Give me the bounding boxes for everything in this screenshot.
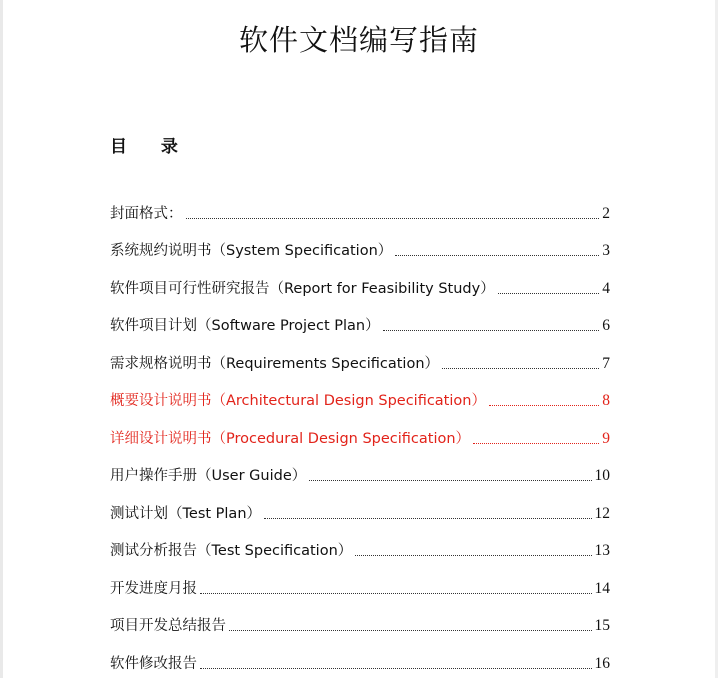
toc-entry-label: 项目开发总结报告	[110, 618, 226, 634]
toc-entry-page: 9	[602, 429, 610, 447]
toc-leader-dots	[383, 329, 600, 331]
toc-entry[interactable]	[110, 449, 610, 487]
toc-entry-label: 测试计划（Test Plan）	[110, 505, 262, 522]
table-of-contents	[110, 186, 610, 674]
toc-entry-label: 软件项目可行性研究报告（Report for Feasibility Study）	[110, 280, 495, 297]
toc-leader-dots	[442, 367, 599, 369]
toc-entry-label: 详细设计说明书（Procedural Design Specification）	[110, 430, 471, 447]
toc-entry-page: 12	[594, 504, 610, 522]
toc-entry-label: 开发进度月报	[110, 580, 197, 597]
toc-entry[interactable]	[110, 524, 610, 562]
toc-entry-label: 系统规约说明书（System Specification）	[110, 243, 393, 259]
toc-entry-label: 概要设计说明书（Architectural Design Specification）	[110, 393, 486, 409]
toc-entry[interactable]	[110, 186, 610, 224]
toc-entry-page: 15	[594, 617, 610, 634]
toc-entry-highlighted[interactable]	[110, 411, 610, 449]
toc-leader-dots	[355, 554, 591, 556]
page-left-edge	[0, 0, 3, 678]
toc-entry[interactable]	[110, 486, 610, 524]
toc-entry-label: 软件项目计划（Software Project Plan）	[110, 318, 380, 334]
toc-entry-label: 需求规格说明书（Requirements Specification）	[110, 355, 440, 372]
toc-entry-page: 2	[602, 204, 610, 222]
toc-entry-page: 3	[602, 242, 610, 259]
toc-leader-dots	[229, 629, 592, 631]
toc-entry[interactable]	[110, 336, 610, 374]
toc-entry[interactable]	[110, 261, 610, 299]
toc-entry-label: 封面格式：	[110, 205, 183, 222]
toc-leader-dots	[200, 667, 592, 669]
toc-heading: 目 录	[110, 137, 192, 157]
toc-leader-dots	[186, 217, 600, 219]
toc-entry-label: 软件修改报告	[110, 655, 197, 672]
toc-entry-page: 6	[602, 317, 610, 334]
toc-entry-page: 16	[594, 654, 610, 672]
toc-entry[interactable]	[110, 561, 610, 599]
toc-leader-dots	[395, 254, 599, 256]
toc-entry[interactable]	[110, 299, 610, 337]
toc-leader-dots	[200, 592, 592, 594]
toc-entry-page: 10	[594, 467, 610, 484]
toc-leader-dots	[264, 517, 591, 519]
toc-entry-highlighted[interactable]	[110, 374, 610, 412]
toc-leader-dots	[498, 292, 600, 294]
toc-entry-page: 14	[594, 579, 610, 597]
toc-leader-dots	[473, 442, 599, 444]
toc-entry[interactable]	[110, 636, 610, 674]
toc-leader-dots	[489, 404, 599, 406]
toc-entry-page: 8	[602, 392, 610, 409]
toc-entry[interactable]	[110, 224, 610, 262]
toc-entry[interactable]	[110, 599, 610, 637]
toc-entry-page: 7	[602, 354, 610, 372]
toc-leader-dots	[309, 479, 591, 481]
toc-entry-page: 4	[602, 279, 610, 297]
toc-entry-page: 13	[594, 542, 610, 559]
toc-entry-label: 测试分析报告（Test Specification）	[110, 543, 353, 559]
document-title: 软件文档编写指南	[238, 23, 479, 57]
toc-entry-label: 用户操作手册（User Guide）	[110, 468, 307, 484]
